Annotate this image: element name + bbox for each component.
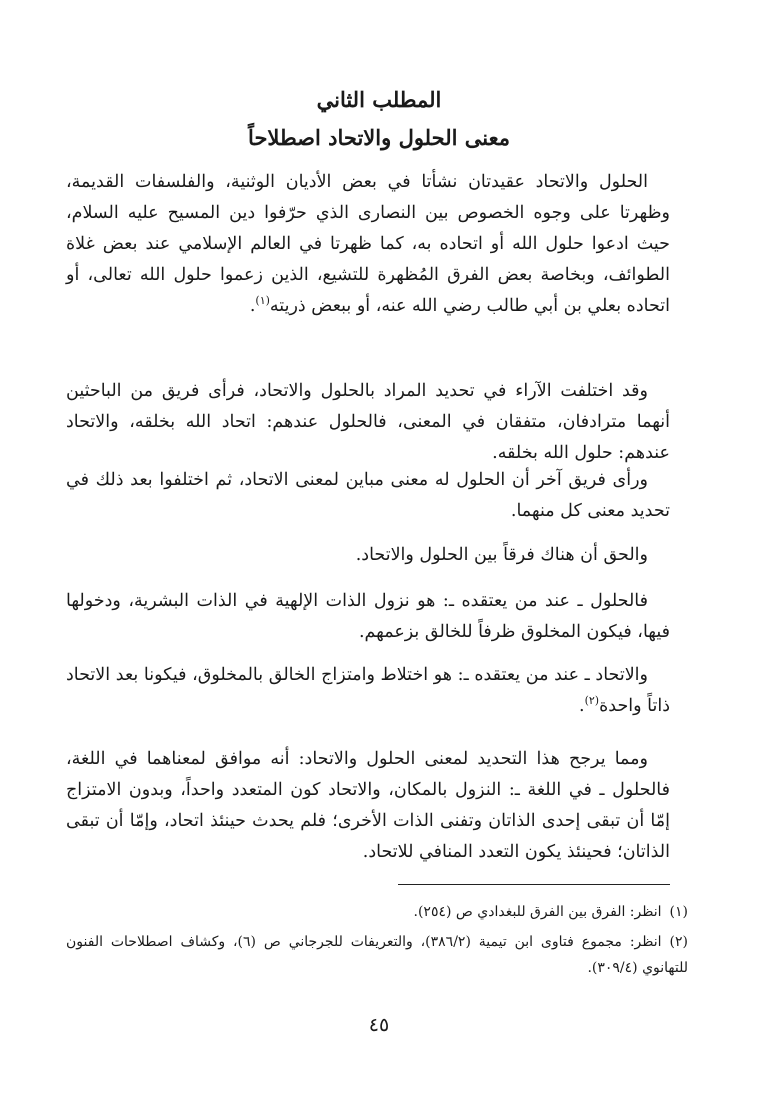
paragraph-5: فالحلول ـ عند من يعتقده ـ: هو نزول الذات الإلهية في الذات البشرية، ودخولها فيها، فيكون المخلوق ظرفاً للخالق بزعمهم. (66, 591, 670, 642)
footnote-separator (398, 884, 670, 885)
paragraph-1-text: الحلول والاتحاد عقيدتان نشأتا في بعض الأديان الوثنية، والفلسفات القديمة، وظهرتا على وجوه الخصوص بين النصارى الذي حرّفوا دين المسيح عليه السلام، حيث ادعوا حلول الله أو اتحاده به، كما ظهرتا في العالم الإسلامي عند بعض غلاة الطوائف، وبخاصة بعض الفرق المُظهرة للتشيع، الذين زعموا حلول الله تعالى، أو اتحاده بعلي بن أبي طالب رضي الله عنه، أو ببعض ذريته (66, 172, 670, 316)
paragraph-3: ورأى فريق آخر أن الحلول له معنى مباين لمعنى الاتحاد، ثم اختلفوا بعد ذلك في تحديد معنى كل منهما. (66, 470, 670, 521)
footnote-2-number: (٢) (669, 934, 688, 950)
footnote-2 (66, 929, 688, 981)
footnote-1 (66, 899, 688, 925)
paragraph-1 (66, 167, 670, 322)
footnote-ref-1[interactable]: (١) (255, 294, 270, 307)
paragraph-6 (66, 660, 670, 722)
paragraph-6-text: والاتحاد ـ عند من يعتقده ـ: هو اختلاط وامتزاج الخالق بالمخلوق، فيكونا بعد الاتحاد ذاتاً واحدة (66, 665, 670, 716)
footnote-1-text: انظر: الفرق بين الفرق للبغدادي ص (٢٥٤). (413, 904, 662, 920)
page-number: ٤٥ (368, 1014, 390, 1036)
paragraph-7: ومما يرجح هذا التحديد لمعنى الحلول والاتحاد: أنه موافق لمعناهما في اللغة، فالحلول ـ في اللغة ـ: النزول بالمكان، والاتحاد كون المتعدد واحداً، وبدون الامتزاج إمّا أن تبقى إحدى الذاتان وتفنى الذات الأخرى؛ فلم يحدث حينئذ اتحاد، وإمّا أن تبقى الذاتان؛ فحينئذ يكون التعدد المنافي للاتحاد. (66, 749, 670, 862)
section-title: المطلب الثاني (316, 87, 442, 112)
paragraph-1-tail: . (249, 296, 256, 316)
section-subtitle: معنى الحلول والاتحاد اصطلاحاً (248, 125, 510, 150)
footnote-2-text: انظر: مجموع فتاوى ابن تيمية (٣٨٦/٢)، والتعريفات للجرجاني ص (٦)، وكشاف اصطلاحات الفنون للتهانوي (٣٠٩/٤). (66, 934, 688, 976)
paragraph-2: وقد اختلفت الآراء في تحديد المراد بالحلول والاتحاد، فرأى فريق من الباحثين أنهما مترادفان، متفقان في المعنى، فالحلول عندهم: اتحاد الله بخلقه، والاتحاد عندهم: حلول الله بخلقه. (66, 381, 670, 463)
footnote-ref-2[interactable]: (٢) (584, 694, 600, 707)
paragraph-6-tail: . (579, 696, 585, 716)
footnote-1-number: (١) (669, 904, 688, 920)
paragraph-4: والحق أن هناك فرقاً بين الحلول والاتحاد. (355, 545, 648, 565)
